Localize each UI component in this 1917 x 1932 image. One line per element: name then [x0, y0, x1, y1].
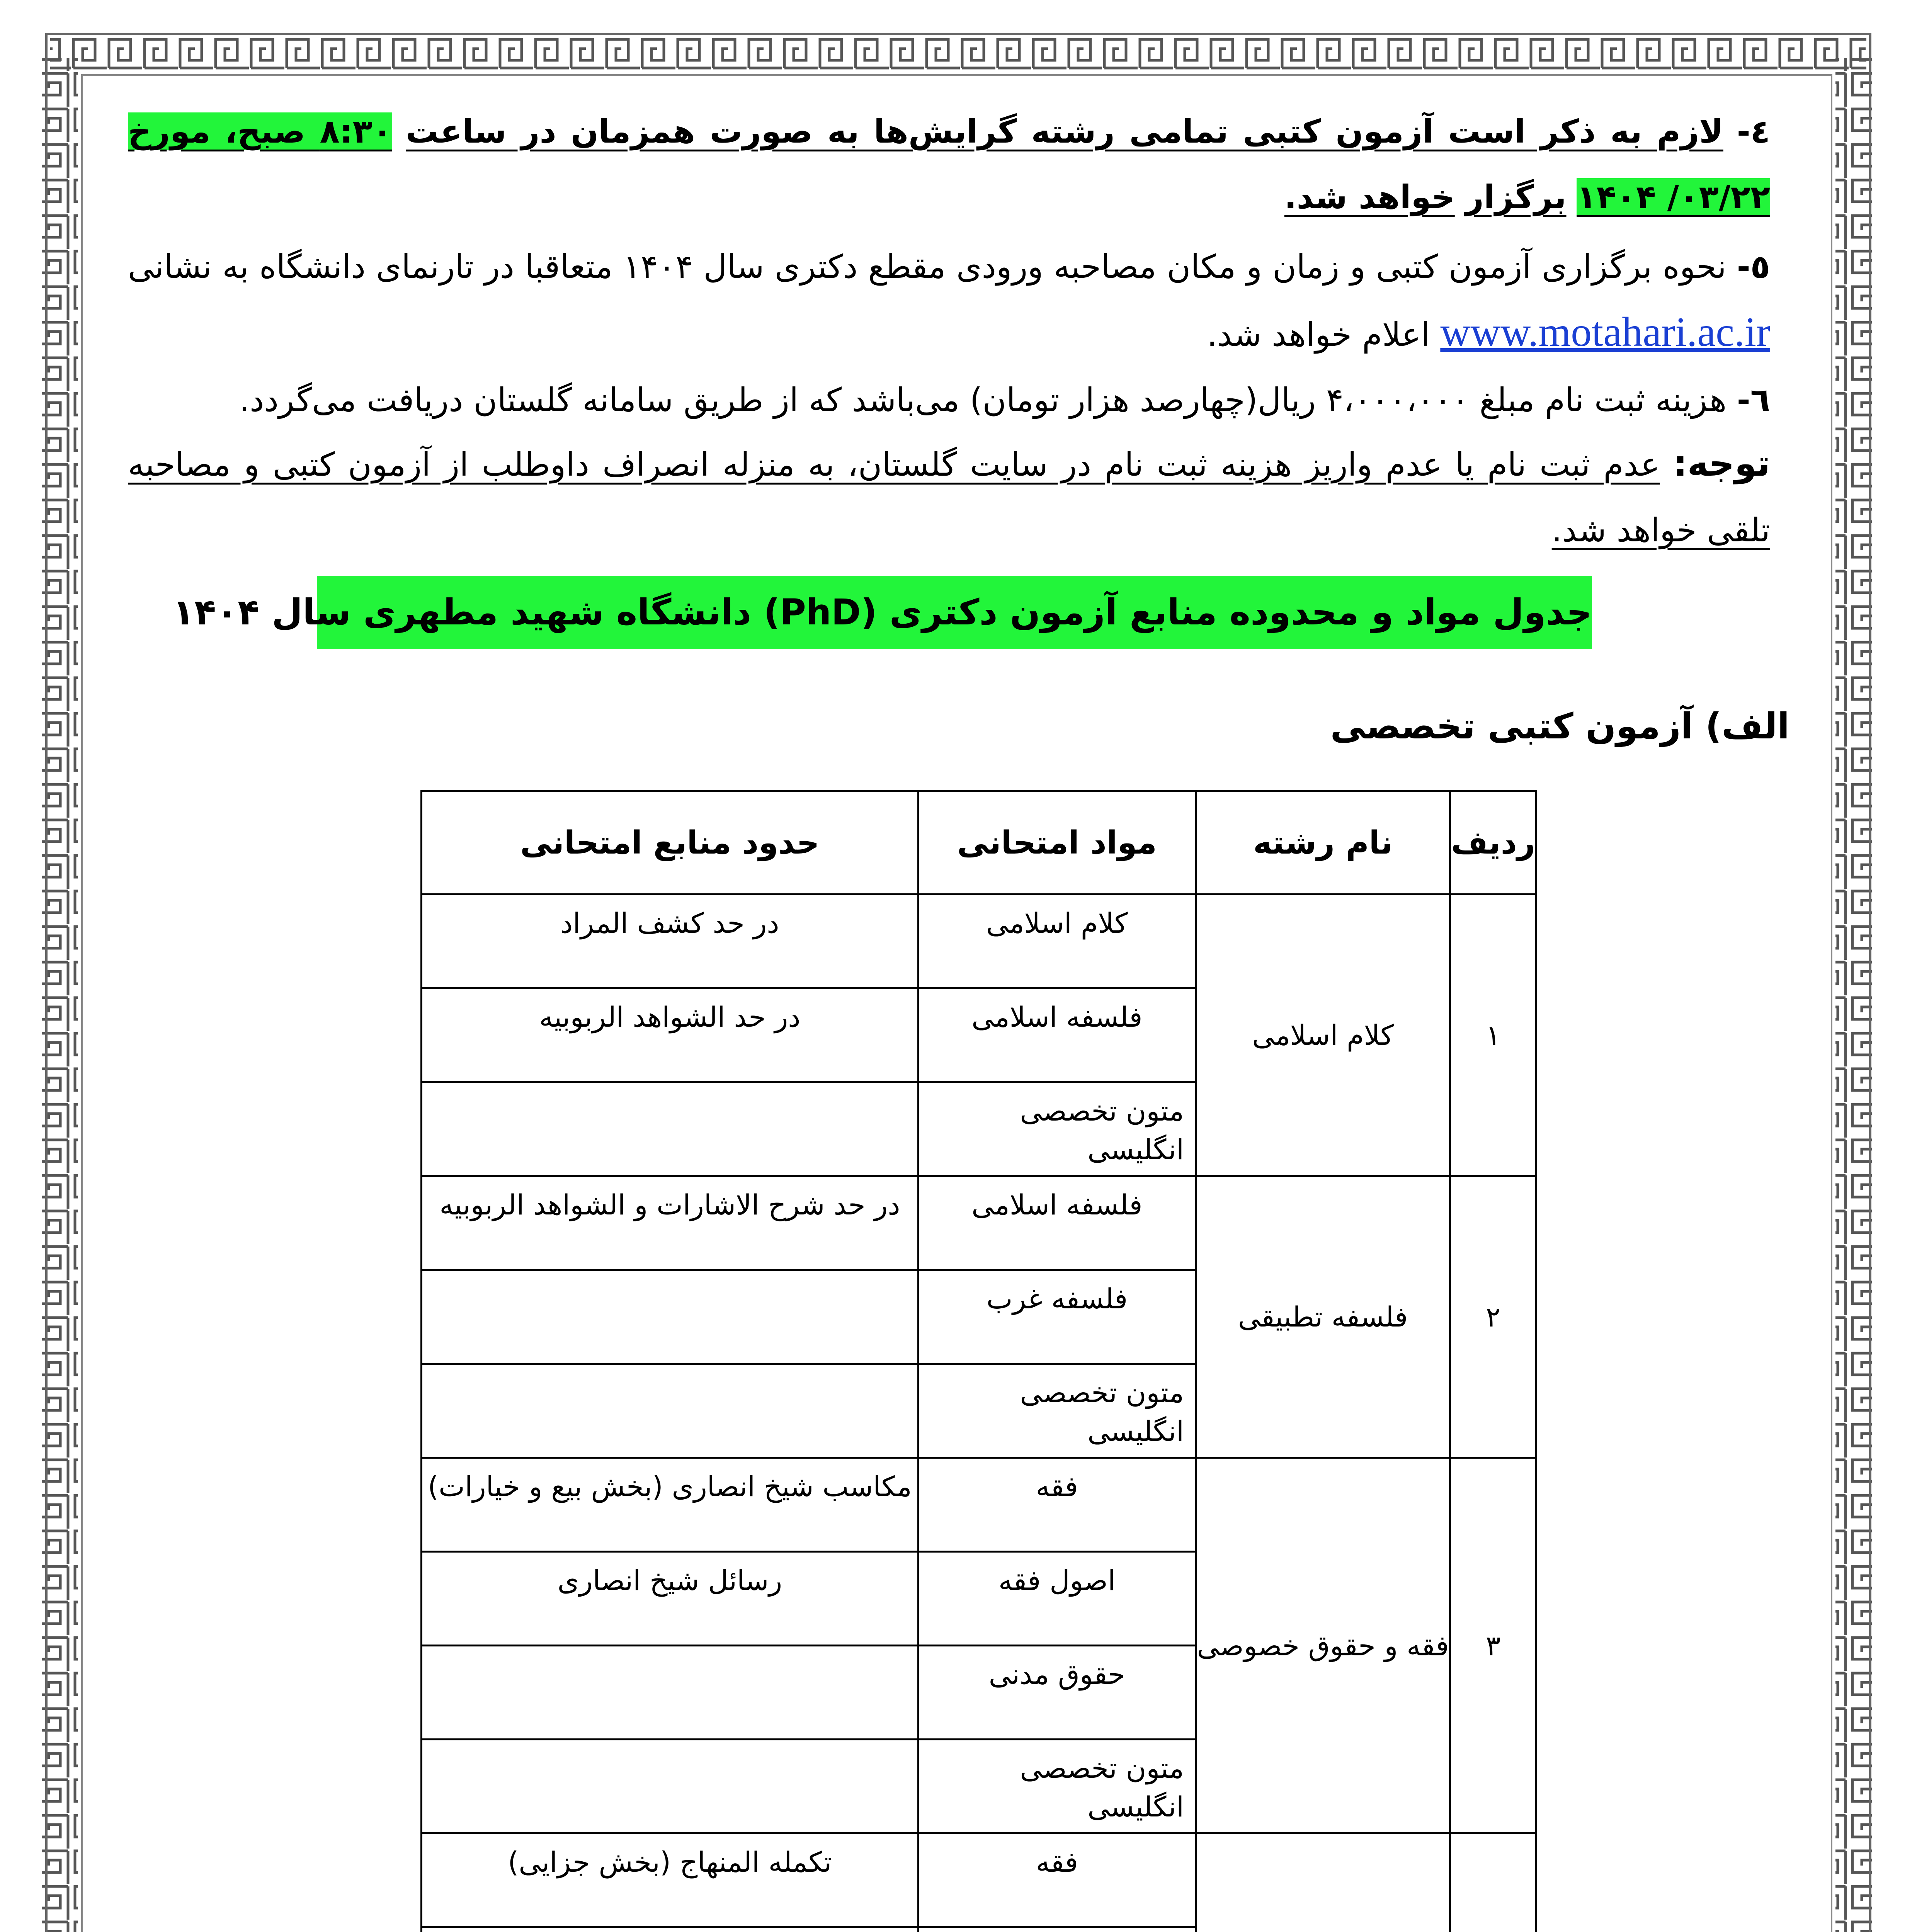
subject-cell: فقه: [918, 1833, 1196, 1927]
note-4-date-highlight: ۸:۳۰ صبح، مورخ ۰۳/۲۲/ ۱۴۰۴: [128, 112, 1770, 216]
table-row: [422, 895, 1536, 988]
subject-cell: اصول فقه: [918, 1552, 1196, 1646]
source-cell: در حد کشف المراد: [422, 895, 919, 988]
subject-cell: متون تخصصی انگلیسی: [918, 1740, 1196, 1833]
table-title: جدول مواد و محدوده منابع آزمون دکتری (PhD) دانشگاه شهید مطهری سال ۱۴۰۴: [317, 576, 1592, 649]
source-cell: [422, 1927, 919, 1932]
header-major: نام رشته: [1196, 791, 1450, 895]
subject-cell: فلسفه اسلامی: [918, 988, 1196, 1082]
table-header-row: [422, 791, 1536, 895]
row-number: ۱: [1450, 895, 1536, 1176]
source-cell: [422, 1740, 919, 1833]
note-5-text-end: اعلام خواهد شد.: [1207, 316, 1430, 354]
subject-cell: فقه: [918, 1458, 1196, 1552]
exam-subjects-table: [420, 790, 1537, 1932]
subject-cell: حقوق مدنی: [918, 1646, 1196, 1740]
source-cell: [422, 1270, 919, 1364]
attention-note: [128, 431, 1770, 563]
table-row: [422, 1458, 1536, 1552]
note-4-text-cont: برگزار: [1465, 178, 1567, 216]
note-5: [128, 234, 1770, 367]
attention-text: عدم ثبت نام یا عدم واریز هزینه ثبت نام در سایت گلستان، به منزله انصراف داوطلب از آزمون کتبی و مصاحبه تلقی خواهد شد.: [128, 446, 1770, 549]
source-cell: رسائل شیخ انصاری: [422, 1552, 919, 1646]
row-number: ۲: [1450, 1176, 1536, 1458]
note-4-text-end: خواهد شد.: [1284, 178, 1455, 216]
source-cell: در حد الشواهد الربوبیه: [422, 988, 919, 1082]
subject-cell: فلسفه غرب: [918, 1270, 1196, 1364]
note-4-number: ٤-: [1737, 112, 1770, 150]
section-heading: الف) آزمون کتبی تخصصی: [1330, 706, 1789, 747]
attention-label: توجه:: [1673, 443, 1771, 484]
subject-cell: متون تخصصی انگلیسی: [918, 1082, 1196, 1176]
note-6-text: هزینه ثبت نام مبلغ ۴،۰۰۰،۰۰۰ ریال(چهارصد هزار تومان) می‌باشد که از طریق سامانه گلستان دریافت می‌گردد.: [239, 381, 1727, 419]
note-5-number: ٥-: [1737, 248, 1770, 286]
subject-cell: کلام اسلامی: [918, 895, 1196, 988]
subject-cell: متون تخصصی انگلیسی: [918, 1364, 1196, 1458]
note-6: [128, 367, 1770, 433]
note-6-number: ٦-: [1737, 381, 1770, 419]
major-name: کلام اسلامی: [1196, 895, 1450, 1176]
subject-cell: فلسفه اسلامی: [918, 1176, 1196, 1270]
source-cell: در حد شرح الاشارات و الشواهد الربوبیه: [422, 1176, 919, 1270]
source-cell: مکاسب شیخ انصاری (بخش بیع و خیارات): [422, 1458, 919, 1552]
subject-cell: [918, 1927, 1196, 1932]
university-website-link[interactable]: www.motahari.ac.ir: [1440, 309, 1770, 355]
source-cell: [422, 1364, 919, 1458]
table-row: [422, 1833, 1536, 1927]
note-4-text: لازم به ذکر است آزمون کتبی تمامی رشته گرایش‌ها به صورت همزمان در ساعت: [406, 112, 1723, 150]
header-row-number: ردیف: [1450, 791, 1536, 895]
source-cell: تکمله المنهاج (بخش جزایی): [422, 1833, 919, 1927]
row-number: [1450, 1833, 1536, 1932]
major-name: [1196, 1833, 1450, 1932]
major-name: فلسفه تطبیقی: [1196, 1176, 1450, 1458]
note-4: [128, 99, 1770, 230]
note-5-text: نحوه برگزاری آزمون کتبی و زمان و مکان مصاحبه ورودی مقطع دکتری سال ۱۴۰۴ متعاقبا در تارنمای دانشگاه به نشانی: [128, 248, 1726, 286]
table-row: [422, 1176, 1536, 1270]
source-cell: [422, 1646, 919, 1740]
header-source: حدود منابع امتحانی: [422, 791, 919, 895]
row-number: ۳: [1450, 1458, 1536, 1833]
major-name: فقه و حقوق خصوصی: [1196, 1458, 1450, 1833]
source-cell: [422, 1082, 919, 1176]
header-subject: مواد امتحانی: [918, 791, 1196, 895]
